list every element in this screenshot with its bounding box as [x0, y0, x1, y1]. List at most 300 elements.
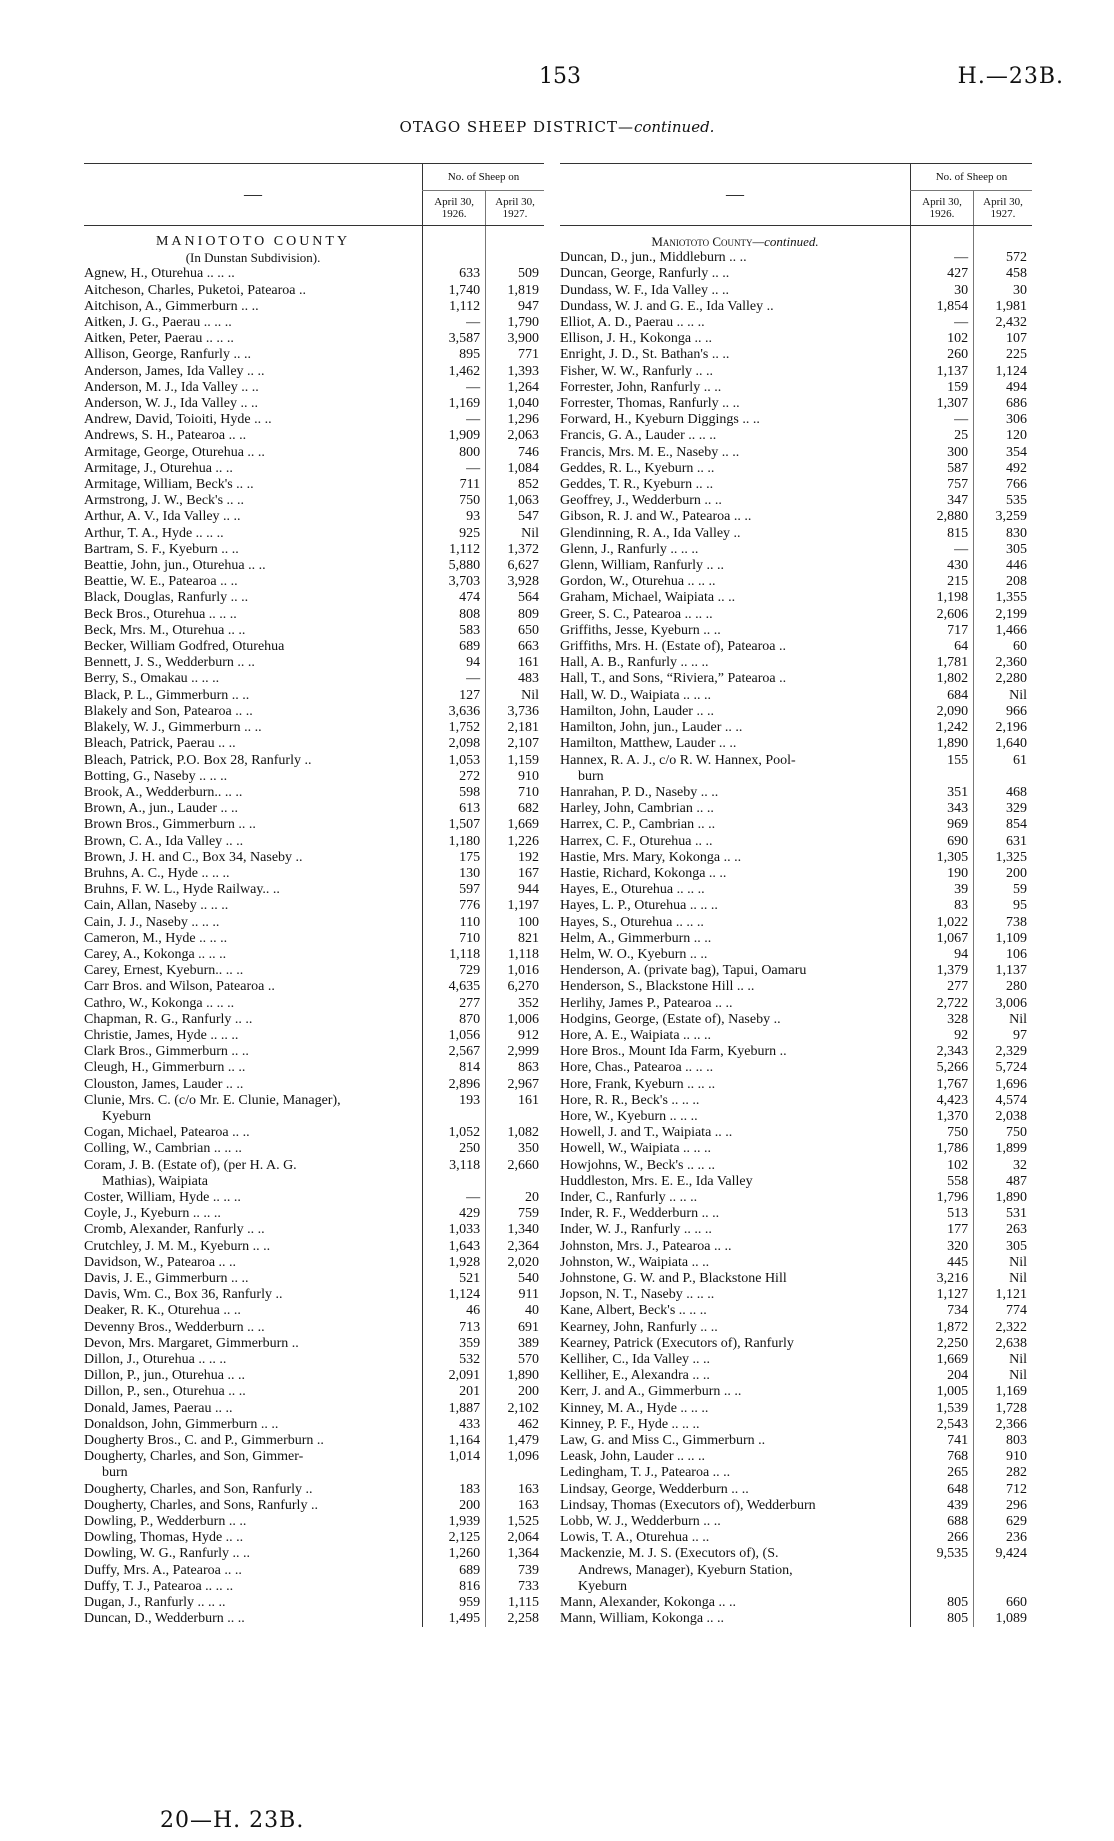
sheep-1926: 159 [910, 380, 973, 396]
sheep-1927: 766 [974, 477, 1032, 493]
holder-name: Cain, J. J., Naseby .. .. .. [84, 914, 220, 930]
holder-name: Enright, J. D., St. Bathan's .. .. [560, 347, 730, 363]
sheep-1927: 59 [974, 882, 1032, 898]
holder-name: Hayes, E., Oturehua .. .. .. [560, 882, 705, 898]
table-row [560, 412, 1032, 428]
holder-name: Gibson, R. J. and W., Patearoa .. .. [560, 509, 752, 525]
sheep-1927: 759 [486, 1206, 544, 1222]
holder-name: Kelliher, E., Alexandra .. .. [560, 1368, 710, 1384]
sheep-1927: 60 [974, 639, 1032, 655]
holder-name: Beck Bros., Oturehua .. .. .. [84, 606, 237, 622]
sheep-1926: 127 [423, 688, 486, 704]
holder-name: Helm, W. O., Kyeburn .. .. [560, 946, 708, 962]
sheep-1927: 1,525 [486, 1514, 544, 1530]
table-row [84, 1352, 544, 1368]
right-column [560, 163, 1032, 1683]
holder-name: Francis, Mrs. M. E., Naseby .. .. [560, 444, 740, 460]
table-row [84, 1449, 544, 1465]
table-row [560, 1336, 1032, 1352]
table-row [84, 834, 544, 850]
table-row [84, 1384, 544, 1400]
sheep-1927: 746 [486, 445, 544, 461]
table-row [560, 558, 1032, 574]
header-april-1926: April 30, 1926. [910, 191, 973, 226]
holder-name: Duffy, Mrs. A., Patearoa .. .. [84, 1562, 242, 1578]
holder-name: Brown Bros., Gimmerburn .. .. [84, 817, 256, 833]
header-april-1927: April 30, 1927. [974, 191, 1032, 226]
sheep-1927: 1,899 [974, 1141, 1032, 1157]
sheep-1927: 1,006 [486, 1012, 544, 1028]
sheep-1926: 1,056 [423, 1028, 486, 1044]
sheep-1926: 1,164 [423, 1433, 486, 1449]
sheep-1926 [423, 1465, 486, 1481]
table-row [84, 1465, 544, 1481]
sheep-1926: 429 [423, 1206, 486, 1222]
sheep-1926: 430 [910, 558, 973, 574]
sheep-1927: 2,360 [974, 655, 1032, 671]
table-row [84, 1222, 544, 1238]
holder-name: Black, Douglas, Ranfurly .. .. [84, 590, 249, 606]
sheep-1926: 1,462 [423, 364, 486, 380]
table-row [560, 380, 1032, 396]
sheep-1927: 305 [974, 542, 1032, 558]
sheep-1927: 4,574 [974, 1093, 1032, 1109]
table-row [84, 898, 544, 914]
sheep-1927: 350 [486, 1141, 544, 1157]
sheep-1926: 969 [910, 817, 973, 833]
sheep-1926: — [423, 461, 486, 477]
holder-name: Lowis, T. A., Oturehua .. .. [560, 1530, 710, 1546]
sheep-1927: 200 [974, 866, 1032, 882]
holder-name: Duncan, D., Wedderburn .. .. [84, 1611, 245, 1627]
table-row [560, 769, 1032, 785]
sheep-1927: 2,329 [974, 1044, 1032, 1060]
sheep-1927: 2,660 [486, 1158, 544, 1174]
sheep-1927: 1,696 [974, 1077, 1032, 1093]
sheep-1927 [486, 1465, 544, 1481]
holder-name: Crutchley, J. M. M., Kyeburn .. .. [84, 1238, 271, 1254]
sheep-1927: 570 [486, 1352, 544, 1368]
table-row [84, 1611, 544, 1627]
holder-name: Mackenzie, M. J. S. (Executors of), (S. [560, 1546, 779, 1562]
sheep-1926: 776 [423, 898, 486, 914]
sheep-1927: 1,890 [486, 1368, 544, 1384]
holder-name: Aitken, J. G., Paerau .. .. .. [84, 315, 232, 331]
sheep-1927: 2,322 [974, 1320, 1032, 1336]
sheep-1926: 2,091 [423, 1368, 486, 1384]
holder-name: Francis, G. A., Lauder .. .. .. [560, 428, 717, 444]
sheep-1926: 94 [423, 655, 486, 671]
table-row [560, 574, 1032, 590]
sheep-1926: 3,216 [910, 1271, 973, 1287]
sheep-1926 [910, 1579, 973, 1595]
sheep-1927: Nil [974, 1255, 1032, 1271]
table-row [560, 1530, 1032, 1546]
table-row [560, 979, 1032, 995]
sheep-1926: 815 [910, 526, 973, 542]
holder-name: Glenn, William, Ranfurly .. .. [560, 558, 725, 574]
holder-name: Griffiths, Mrs. H. (Estate of), Patearoa .. [560, 639, 787, 655]
sheep-1927: 61 [974, 753, 1032, 769]
sheep-1927: 167 [486, 866, 544, 882]
holder-name: Dillon, P., jun., Oturehua .. .. [84, 1368, 245, 1384]
sheep-1926: 768 [910, 1449, 973, 1465]
holder-name: Donaldson, John, Gimmerburn .. .. [84, 1416, 279, 1432]
holder-name: Kearney, Patrick (Executors of), Ranfurly [560, 1335, 794, 1351]
holder-name: Dundass, W. J. and G. E., Ida Valley .. [560, 298, 774, 314]
sheep-1927: 1,479 [486, 1433, 544, 1449]
sheep-1926: — [423, 380, 486, 396]
holder-name: Kearney, John, Ranfurly .. .. [560, 1319, 718, 1335]
table-row [560, 607, 1032, 623]
sheep-1927: 710 [486, 785, 544, 801]
sheep-1927: 947 [486, 299, 544, 315]
holder-name: Kinney, P. F., Hyde .. .. .. [560, 1416, 700, 1432]
table-row [560, 509, 1032, 525]
sheep-1926: 9,535 [910, 1546, 973, 1562]
table-row [560, 866, 1032, 882]
holder-name: Kerr, J. and A., Gimmerburn .. .. [560, 1384, 742, 1400]
sheep-1927: 944 [486, 882, 544, 898]
sheep-1926: 83 [910, 898, 973, 914]
holder-name: Hanrahan, P. D., Naseby .. .. [560, 784, 719, 800]
holder-name: Howell, J. and T., Waipiata .. .. [560, 1125, 733, 1141]
table-row [560, 639, 1032, 655]
table-row [84, 947, 544, 963]
sheep-1927: 540 [486, 1271, 544, 1287]
holder-name: Andrew, David, Toioiti, Hyde .. .. [84, 412, 272, 428]
holder-name: Duncan, D., jun., Middleburn .. .. [560, 250, 747, 266]
sheep-1926: 1,022 [910, 915, 973, 931]
sheep-1927: Nil [974, 1012, 1032, 1028]
holder-name: Aitchison, A., Gimmerburn .. .. [84, 298, 259, 314]
sheep-1926: 439 [910, 1498, 973, 1514]
holder-name: Dougherty Bros., C. and P., Gimmerburn .. [84, 1433, 324, 1449]
holder-name: Jopson, N. T., Naseby .. .. .. [560, 1287, 715, 1303]
sheep-1926: 3,587 [423, 331, 486, 347]
sheep-1927: 1,109 [974, 931, 1032, 947]
holder-name: Beck, Mrs. M., Oturehua .. .. [84, 622, 246, 638]
sheep-1927: 32 [974, 1158, 1032, 1174]
holder-name: Lindsay, George, Wedderburn .. .. [560, 1481, 749, 1497]
holder-name: Kyeburn [102, 1108, 151, 1124]
sheep-1926: 343 [910, 801, 973, 817]
sheep-1926: 734 [910, 1303, 973, 1319]
sheep-1926: 805 [910, 1611, 973, 1627]
sheep-1926: 175 [423, 850, 486, 866]
sheep-1927: 774 [974, 1303, 1032, 1319]
table-row [560, 1158, 1032, 1174]
sheep-1927: 564 [486, 590, 544, 606]
sheep-1926: 1,137 [910, 364, 973, 380]
sheep-1926: 1,127 [910, 1287, 973, 1303]
table-row [84, 1417, 544, 1433]
table-row [560, 428, 1032, 444]
holder-name: Anderson, W. J., Ida Valley .. .. [84, 396, 258, 412]
sheep-1927: 1,124 [974, 364, 1032, 380]
sheep-1926: — [910, 315, 973, 331]
sheep-1926: 587 [910, 461, 973, 477]
sheep-1927: 280 [974, 979, 1032, 995]
sheep-1926: 4,635 [423, 979, 486, 995]
holder-name: Hore, W., Kyeburn .. .. .. [560, 1108, 698, 1124]
page-number: 153 [539, 64, 581, 89]
sheep-1926: 532 [423, 1352, 486, 1368]
table-row [560, 963, 1032, 979]
sheep-1926: 1,669 [910, 1352, 973, 1368]
header-dash: — [84, 164, 423, 226]
holder-name: Aitken, Peter, Paerau .. .. .. [84, 331, 234, 347]
holder-name: Cathro, W., Kokonga .. .. .. [84, 995, 235, 1011]
sheep-1927: 3,736 [486, 704, 544, 720]
sheep-1926: 102 [910, 1158, 973, 1174]
table-row [84, 1498, 544, 1514]
sheep-1926: 597 [423, 882, 486, 898]
holder-name: Geoffrey, J., Wedderburn .. .. [560, 493, 722, 509]
table-row [84, 801, 544, 817]
holder-name: Lindsay, Thomas (Executors of), Wedderburn [560, 1497, 816, 1513]
sheep-1927: 389 [486, 1336, 544, 1352]
table-row [84, 607, 544, 623]
table-row [560, 315, 1032, 331]
sheep-1926: 688 [910, 1514, 973, 1530]
table-row [84, 1271, 544, 1287]
sheep-1927: 1,669 [486, 817, 544, 833]
holder-name: Blakely, W. J., Gimmerburn .. .. [84, 720, 262, 736]
table-row [84, 1514, 544, 1530]
sheep-1927 [974, 1579, 1032, 1595]
table-row [560, 1514, 1032, 1530]
holder-name: Botting, G., Naseby .. .. .. [84, 768, 228, 784]
holder-name: Hore, R. R., Beck's .. .. .. [560, 1092, 700, 1108]
holder-name: Johnstone, G. W. and P., Blackstone Hill [560, 1271, 787, 1286]
holder-name: Dillon, J., Oturehua .. .. .. [84, 1352, 227, 1368]
table-row [84, 1595, 544, 1611]
table-row [84, 1109, 544, 1125]
holder-name: Johnston, W., Waipiata .. .. [560, 1254, 710, 1270]
sheep-1927: 750 [974, 1125, 1032, 1141]
holder-name: Huddleston, Mrs. E. E., Ida Valley [560, 1173, 753, 1189]
sheep-1926: 1,198 [910, 590, 973, 606]
sheep-1926: 93 [423, 509, 486, 525]
holder-name: Dowling, W. G., Ranfurly .. .. [84, 1546, 251, 1562]
sheep-1926: 130 [423, 866, 486, 882]
holder-name: Hore, Frank, Kyeburn .. .. .. [560, 1076, 716, 1092]
sheep-1927: 1,372 [486, 542, 544, 558]
sheep-1927: 1,084 [486, 461, 544, 477]
holder-name: Hamilton, John, jun., Lauder .. .. [560, 720, 743, 736]
sheep-1926: 1,539 [910, 1401, 973, 1417]
table-row [84, 736, 544, 752]
county-heading: MANIOTOTO COUNTY [155, 234, 351, 249]
sheep-1927: 2,199 [974, 607, 1032, 623]
sheep-1926: 445 [910, 1255, 973, 1271]
sheep-1926: 1,796 [910, 1190, 973, 1206]
holder-name: Coram, J. B. (Estate of), (per H. A. G. [84, 1157, 297, 1173]
holder-name: Kane, Albert, Beck's .. .. .. [560, 1303, 707, 1319]
sheep-1926 [910, 1563, 973, 1579]
sheep-1927: 2,102 [486, 1401, 544, 1417]
sheep-1926: 3,636 [423, 704, 486, 720]
sheep-1926: 1,112 [423, 299, 486, 315]
table-row [84, 1482, 544, 1498]
sheep-1927: 854 [974, 817, 1032, 833]
sheep-1926: 177 [910, 1222, 973, 1238]
table-row [84, 477, 544, 493]
holder-name: Ellison, J. H., Kokonga .. .. [560, 331, 713, 347]
table-row [560, 1125, 1032, 1141]
sheep-1927: 2,999 [486, 1044, 544, 1060]
sheep-1926: 1,260 [423, 1546, 486, 1562]
sheep-1927: 1,197 [486, 898, 544, 914]
sheep-1926: 2,343 [910, 1044, 973, 1060]
sheep-1927: 329 [974, 801, 1032, 817]
table-row [84, 639, 544, 655]
sheep-1927: 771 [486, 347, 544, 363]
sheep-1926: 1,495 [423, 1611, 486, 1627]
sheep-1927: 912 [486, 1028, 544, 1044]
subdivision-heading: (In Dunstan Subdivision). [185, 250, 321, 266]
header-dash: — [560, 164, 910, 226]
table-row [560, 1239, 1032, 1255]
sheep-1926: 5,266 [910, 1060, 973, 1076]
holder-name: Bleach, Patrick, Paerau .. .. [84, 736, 236, 752]
holder-name: Hannex, R. A. J., c/o R. W. Hannex, Pool- [560, 752, 796, 768]
table-row [560, 1093, 1032, 1109]
table-row [560, 1368, 1032, 1384]
table-row [560, 947, 1032, 963]
sheep-1926: 2,880 [910, 509, 973, 525]
sheep-1926: — [423, 412, 486, 428]
sheep-1926: — [423, 1190, 486, 1206]
table-row [84, 299, 544, 315]
sheep-1926: 1,740 [423, 283, 486, 299]
sheep-1927: 821 [486, 931, 544, 947]
sheep-1926: 1,112 [423, 542, 486, 558]
sheep-1926: 1,014 [423, 1449, 486, 1465]
holder-name: burn [578, 768, 604, 784]
holder-name: Clouston, James, Lauder .. .. [84, 1076, 244, 1092]
table-row [84, 445, 544, 461]
sheep-1927: 2,063 [486, 428, 544, 444]
holder-name: Beattie, W. E., Patearoa .. .. [84, 574, 238, 590]
sheep-1927: 1,790 [486, 315, 544, 331]
holder-name: Kyeburn [578, 1578, 627, 1594]
holder-name: Brown, J. H. and C., Box 34, Naseby .. [84, 849, 303, 865]
sheep-1927: 5,724 [974, 1060, 1032, 1076]
sheep-1926: 1,872 [910, 1320, 973, 1336]
holder-name: Dougherty, Charles, and Son, Gimmer- [84, 1449, 304, 1465]
header-april-1926: April 30, 1926. [423, 191, 486, 226]
sheep-1927: 1,115 [486, 1595, 544, 1611]
sheep-1926: 2,543 [910, 1417, 973, 1433]
continued-label: continued. [633, 118, 715, 136]
sheep-1927: 686 [974, 396, 1032, 412]
table-row [560, 1352, 1032, 1368]
table-row [560, 996, 1032, 1012]
sheep-1926: 925 [423, 526, 486, 542]
holder-name: Harrex, C. F., Oturehua .. .. [560, 833, 713, 849]
table-row [560, 898, 1032, 914]
holder-name: Greer, S. C., Patearoa .. .. .. [560, 606, 713, 622]
header-no-of-sheep: No. of Sheep on [423, 164, 544, 191]
holder-name: Hayes, L. P., Oturehua .. .. .. [560, 898, 718, 914]
table-row [84, 315, 544, 331]
sheep-1926: 351 [910, 785, 973, 801]
sheep-1926: 5,880 [423, 558, 486, 574]
table-row [560, 1109, 1032, 1125]
sheep-table-left [84, 163, 544, 1627]
holder-name: Allison, George, Ranfurly .. .. [84, 347, 251, 363]
sheep-1927: Nil [974, 1368, 1032, 1384]
table-row [84, 817, 544, 833]
sheep-1927: 3,928 [486, 574, 544, 590]
sheep-1926: 277 [423, 996, 486, 1012]
sheep-1927: 1,819 [486, 283, 544, 299]
sheep-1927: 1,340 [486, 1222, 544, 1238]
table-row [560, 1465, 1032, 1481]
table-row [560, 801, 1032, 817]
table-row [84, 558, 544, 574]
sheep-1927: 629 [974, 1514, 1032, 1530]
table-row [560, 461, 1032, 477]
table-row [560, 266, 1032, 282]
sheep-1926: 193 [423, 1093, 486, 1109]
table-row [84, 1303, 544, 1319]
holder-name: Aitcheson, Charles, Puketoi, Patearoa .. [84, 282, 307, 298]
sheep-1927: 733 [486, 1579, 544, 1595]
holder-name: Leask, John, Lauder .. .. .. [560, 1449, 706, 1465]
holder-name: Armitage, George, Oturehua .. .. [84, 444, 265, 460]
sheep-1926: 1,305 [910, 850, 973, 866]
sheep-1927: 531 [974, 1206, 1032, 1222]
holder-name: Carr Bros. and Wilson, Patearoa .. [84, 979, 275, 995]
holder-name: Cameron, M., Hyde .. .. .. [84, 930, 228, 946]
holder-name: Cain, Allan, Naseby .. .. .. [84, 898, 229, 914]
sheep-1926: 870 [423, 1012, 486, 1028]
sheep-1926: 3,703 [423, 574, 486, 590]
table-row [84, 1255, 544, 1271]
sheep-1926: 1,118 [423, 947, 486, 963]
sheep-1926: 4,423 [910, 1093, 973, 1109]
sheep-1926: 1,939 [423, 1514, 486, 1530]
sheep-1927: 30 [974, 283, 1032, 299]
sheep-1927: 2,967 [486, 1077, 544, 1093]
sheep-1926: 1,507 [423, 817, 486, 833]
holder-name: Mann, William, Kokonga .. .. [560, 1611, 725, 1627]
sheep-1927: Nil [974, 688, 1032, 704]
sheep-1927: 863 [486, 1060, 544, 1076]
sheep-1927: 352 [486, 996, 544, 1012]
sheep-1927: 200 [486, 1384, 544, 1400]
holder-name: Inder, W. J., Ranfurly .. .. .. [560, 1222, 712, 1238]
sheep-1926: 750 [910, 1125, 973, 1141]
sheep-1927: 100 [486, 915, 544, 931]
sheep-1926: 347 [910, 493, 973, 509]
table-row [84, 931, 544, 947]
sheep-1926: 805 [910, 1595, 973, 1611]
table-row [84, 1093, 544, 1109]
sheep-1926: 2,125 [423, 1530, 486, 1546]
sheep-1927 [486, 1109, 544, 1125]
table-row [560, 331, 1032, 347]
sheep-1926 [423, 1109, 486, 1125]
table-row [560, 1222, 1032, 1238]
sheep-1926: — [910, 542, 973, 558]
table-row [560, 1563, 1032, 1579]
table-row [560, 299, 1032, 315]
sheep-1927: 1,226 [486, 834, 544, 850]
